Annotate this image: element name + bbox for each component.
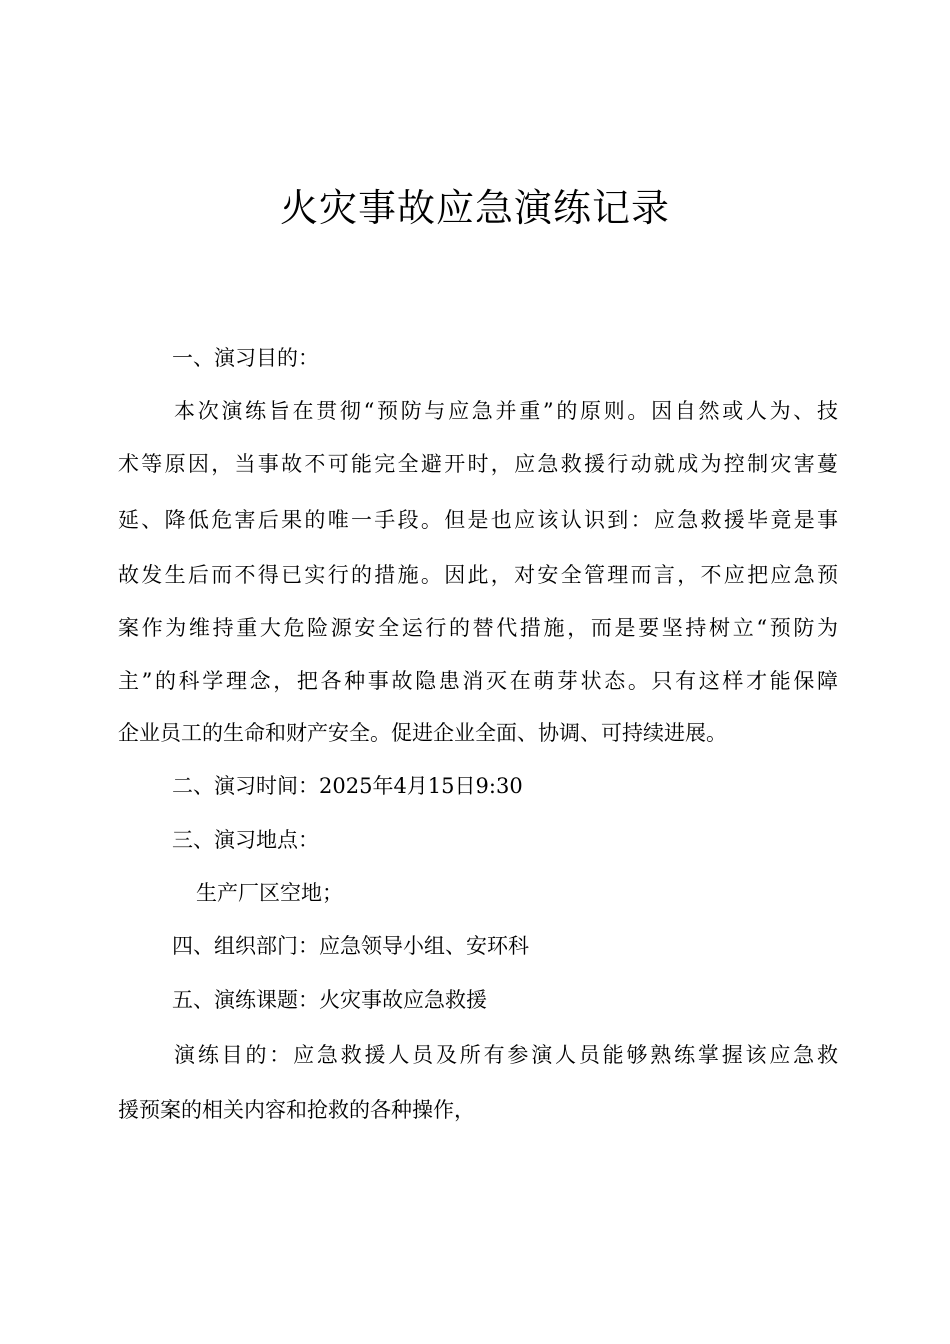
purpose-line-3: 延、降低危害后果的唯一手段。但是也应该认识到：应急救援毕竟是事 (118, 508, 838, 532)
purpose-line-6: 主”的科学理念，把各种事故隐患消灭在萌芽状态。只有这样才能保障 (118, 669, 838, 693)
purpose-line-1: 本次演练旨在贯彻“预防与应急并重”的原则。因自然或人为、技 (174, 399, 838, 423)
section-4-organizer: 四、组织部门：应急领导小组、安环科 (172, 934, 529, 958)
drill-goal-line-2: 援预案的相关内容和抢救的各种操作， (118, 1098, 475, 1122)
purpose-line-2: 术等原因，当事故不可能完全避开时，应急救援行动就成为控制灾害蔓 (118, 452, 838, 476)
section-2-time: 二、演习时间：2025年4月15日9:30 (172, 774, 523, 798)
purpose-line-7: 企业员工的生命和财产安全。促进企业全面、协调、可持续进展。 (118, 721, 727, 745)
document-title: 火灾事故应急演练记录 (279, 186, 670, 230)
section-3-heading: 三、演习地点： (172, 828, 319, 852)
purpose-line-4: 故发生后而不得已实行的措施。因此，对安全管理而言，不应把应急预 (118, 563, 838, 587)
purpose-line-5: 案作为维持重大危险源安全运行的替代措施，而是要坚持树立“预防为 (118, 616, 838, 640)
section-5-topic: 五、演练课题：火灾事故应急救援 (172, 988, 487, 1012)
section-1-heading: 一、演习目的： (172, 346, 319, 370)
drill-goal-line-1: 演练目的：应急救援人员及所有参演人员能够熟练掌握该应急救 (174, 1043, 838, 1067)
drill-location: 生产厂区空地； (196, 881, 343, 905)
